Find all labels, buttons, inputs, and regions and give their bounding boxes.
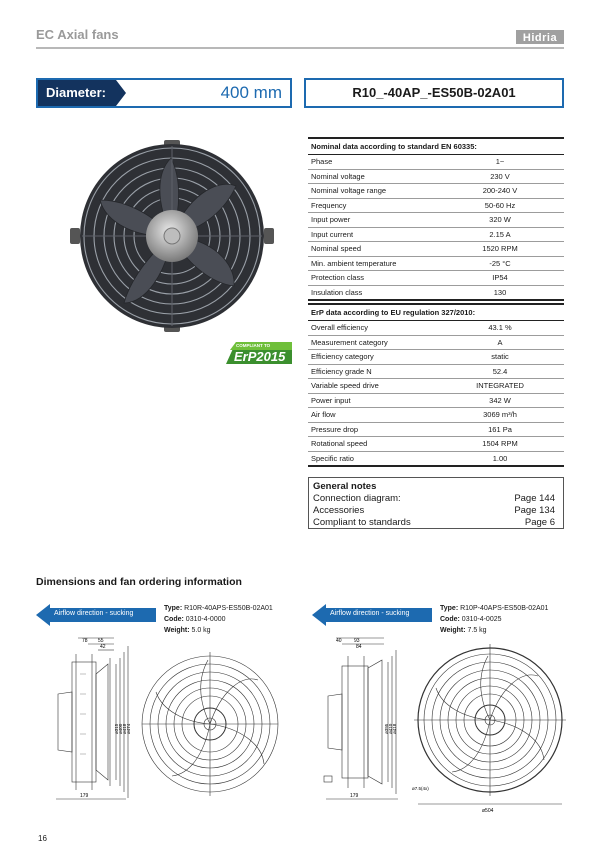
row-label: Nominal voltage (308, 169, 436, 184)
row-label: Input power (308, 213, 436, 228)
erp-data-table (308, 303, 564, 467)
row-value: 43.1 % (436, 321, 564, 336)
row-value: 1504 RPM (436, 437, 564, 452)
dim-label: 40 (336, 638, 342, 644)
note-standards (313, 517, 555, 529)
fan-photo (66, 138, 278, 334)
table-row (308, 271, 564, 286)
row-value: 161 Pa (436, 422, 564, 437)
row-label: Measurement category (308, 335, 436, 350)
front-view-drawing-left (140, 644, 282, 804)
side-view-drawing-right (312, 634, 412, 806)
dim-label: ø7.5(4x) (412, 786, 429, 791)
note-page: Page 134 (514, 505, 555, 516)
page-number: 16 (38, 834, 47, 843)
row-label: Power input (308, 393, 436, 408)
dim-label: ø418 (392, 723, 397, 734)
row-value: -25 °C (436, 256, 564, 271)
row-value: 3069 m³/h (436, 408, 564, 423)
section-title: EC Axial fans (36, 27, 119, 42)
type-label: Type: (164, 605, 183, 612)
row-label: Specific ratio (308, 451, 436, 466)
row-label: Efficiency grade N (308, 364, 436, 379)
note-page: Page 6 (524, 517, 555, 528)
table-row (308, 321, 564, 336)
dim-label: 78 (82, 638, 88, 644)
type-label: Type: (440, 605, 459, 612)
code-label: Code: (440, 616, 460, 623)
table-row (308, 285, 564, 300)
table-row (308, 169, 564, 184)
code-value: 0310-4-0000 (185, 616, 226, 623)
row-label: Rotational speed (308, 437, 436, 452)
table-row (308, 451, 564, 466)
svg-text:Hidria: Hidria (522, 32, 558, 44)
type-info-left (164, 603, 273, 636)
dim-label: 179 (350, 793, 359, 799)
table-row (308, 422, 564, 437)
dim-label: ø474 (126, 723, 131, 734)
table-row (308, 408, 564, 423)
type-value: R10P-40APS-ES50B-02A01 (460, 605, 549, 612)
row-label: Nominal voltage range (308, 184, 436, 199)
row-value: 1.00 (436, 451, 564, 466)
diameter-value: 400 mm (220, 83, 282, 102)
row-value: 1520 RPM (436, 242, 564, 257)
row-value: 52.4 (436, 364, 564, 379)
brand-logo (516, 30, 564, 44)
diameter-box (36, 78, 292, 108)
table-row (308, 379, 564, 394)
row-label: Overall efficiency (308, 321, 436, 336)
airflow-label: Airflow direction - sucking (330, 610, 410, 617)
row-value: 2.15 A (436, 227, 564, 242)
weight-value: 5.0 kg (191, 627, 211, 634)
row-value: A (436, 335, 564, 350)
airflow-arrow-right (312, 604, 432, 626)
table-row (308, 364, 564, 379)
table-row (308, 155, 564, 170)
row-value: 130 (436, 285, 564, 300)
nominal-table-title: Nominal data according to standard EN 60335: (308, 138, 564, 155)
note-label: Connection diagram: (313, 493, 401, 504)
table-row (308, 227, 564, 242)
row-label: Variable speed drive (308, 379, 436, 394)
note-label: Accessories (313, 505, 365, 516)
general-notes-title: General notes (313, 481, 377, 492)
dim-label: 179 (80, 793, 89, 799)
row-label: Min. ambient temperature (308, 256, 436, 271)
row-value: 200-240 V (436, 184, 564, 199)
row-label: Protection class (308, 271, 436, 286)
row-value: INTEGRATED (436, 379, 564, 394)
table-row (308, 213, 564, 228)
weight-value: 7.5 kg (467, 627, 487, 634)
table-row (308, 437, 564, 452)
dim-label: 93 (354, 638, 360, 644)
note-label: Compliant to standards (313, 517, 411, 528)
airflow-arrow-left (36, 604, 156, 626)
erp-badge-small: COMPLIANT TO (236, 343, 271, 348)
note-connection-diagram (313, 493, 555, 505)
header-rule (36, 47, 564, 49)
side-view-drawing-left (36, 634, 136, 806)
dim-label: 55 (98, 638, 104, 644)
row-label: Efficiency category (308, 350, 436, 365)
weight-label: Weight: (440, 627, 466, 634)
table-row (308, 350, 564, 365)
general-notes-box (308, 477, 564, 529)
dim-label: ø400 (118, 723, 123, 734)
type-value: R10R-40APS-ES50B-02A01 (184, 605, 273, 612)
row-label: Insulation class (308, 285, 436, 300)
row-value: static (436, 350, 564, 365)
row-label: Nominal speed (308, 242, 436, 257)
dim-label: ø395 (384, 723, 389, 734)
nominal-data-table (308, 137, 564, 301)
row-label: Air flow (308, 408, 436, 423)
diameter-label: Diameter: (46, 85, 106, 100)
row-label: Pressure drop (308, 422, 436, 437)
dim-label: ø418 (122, 723, 127, 734)
dim-label: 42 (100, 644, 106, 650)
row-value: 230 V (436, 169, 564, 184)
dim-label: ø410 (388, 723, 393, 734)
front-view-drawing-right (410, 640, 566, 816)
table-row (308, 242, 564, 257)
row-label: Phase (308, 155, 436, 170)
erp-badge (226, 342, 292, 364)
model-code: R10_-40AP_-ES50B-02A01 (304, 78, 564, 108)
dimensions-title: Dimensions and fan ordering information (36, 576, 242, 588)
airflow-label: Airflow direction - sucking (54, 610, 134, 617)
dim-label: ø504 (482, 808, 494, 814)
dim-label: ø315 (114, 723, 119, 734)
row-value: 342 W (436, 393, 564, 408)
dim-label: 84 (356, 644, 362, 650)
table-row (308, 184, 564, 199)
table-row (308, 198, 564, 213)
row-value: 50-60 Hz (436, 198, 564, 213)
erp-badge-big: ErP2015 (234, 349, 286, 364)
chevron-right-icon (116, 80, 126, 106)
erp-table-title: ErP data according to EU regulation 327/2010: (308, 304, 564, 321)
row-value: IP54 (436, 271, 564, 286)
code-value: 0310-4-0025 (461, 616, 502, 623)
row-label: Input current (308, 227, 436, 242)
row-value: 320 W (436, 213, 564, 228)
code-label: Code: (164, 616, 184, 623)
row-value: 1~ (436, 155, 564, 170)
row-label: Frequency (308, 198, 436, 213)
table-row (308, 393, 564, 408)
type-info-right (440, 603, 548, 636)
note-page: Page 144 (514, 493, 555, 504)
note-accessories (313, 505, 555, 517)
weight-label: Weight: (164, 627, 190, 634)
table-row (308, 335, 564, 350)
table-row (308, 256, 564, 271)
